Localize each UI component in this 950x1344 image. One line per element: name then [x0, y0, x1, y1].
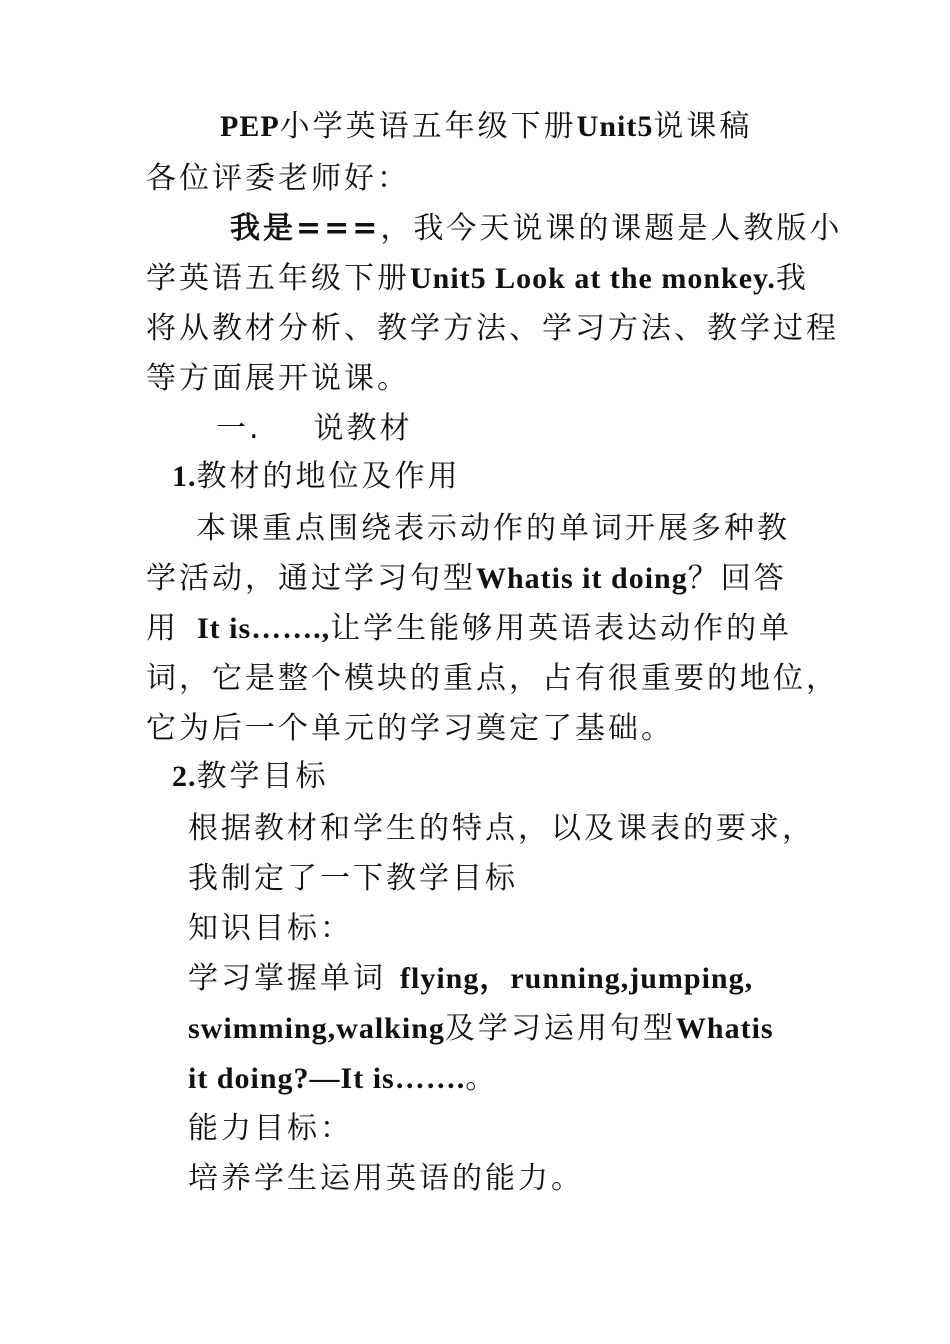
- para2-line-2: 我制定了一下教学目标: [188, 861, 518, 896]
- para1-purpose: 让学生能够用英语表达动作的单: [330, 611, 793, 646]
- para2-line-6: [188, 1060, 498, 1098]
- subheading-number: 1.: [172, 460, 197, 493]
- vocab-intro: 学习掌握单词: [188, 961, 386, 996]
- para1-line-1: 本课重点围绕表示动作的单词开展多种教: [196, 511, 790, 546]
- para1-use: 用: [146, 611, 179, 646]
- para2-line-5: [188, 1010, 774, 1048]
- title-part-unit: Unit5: [576, 110, 654, 143]
- para2-line-4: [188, 960, 753, 998]
- ability-goal-label: 能力目标：: [188, 1111, 353, 1146]
- pattern-what: Whatis: [675, 1012, 774, 1045]
- para2-line-1: 根据教材和学生的特点，以及课表的要求，: [188, 811, 815, 846]
- title-part-suffix: 说课稿: [653, 109, 753, 144]
- subheading-title: 教学目标: [196, 760, 329, 793]
- document-title: [220, 108, 752, 146]
- subheading-1: [172, 458, 461, 496]
- para1-line-4: 词，它是整个模块的重点，占有很重要的地位，: [146, 661, 839, 696]
- para1-question: Whatis it doing: [476, 562, 688, 595]
- intro-line-3: 将从教材分析、教学方法、学习方法、教学过程: [146, 311, 839, 346]
- para1-line-3: [146, 610, 792, 648]
- intro-line-2: [146, 260, 809, 298]
- section-title: 说教材: [313, 411, 413, 446]
- section-number: 一.: [216, 411, 262, 446]
- vocab-words: flying，running,jumping,: [400, 962, 754, 995]
- title-part-pep: PEP: [220, 110, 280, 143]
- ability-goal-text: 培养学生运用英语的能力。: [188, 1161, 584, 1196]
- vocab-words-2: swimming,walking: [188, 1012, 445, 1045]
- intro-line-4: 等方面展开说课。: [146, 361, 410, 396]
- knowledge-goal-label: 知识目标：: [188, 911, 353, 946]
- intro-grade: 学英语五年级下册: [146, 261, 410, 296]
- pattern-end: 。: [465, 1061, 499, 1096]
- subheading-2: [172, 758, 329, 796]
- pattern-full: it doing?—It is…….: [188, 1062, 466, 1095]
- para1-line-5: 它为后一个单元的学习奠定了基础。: [146, 711, 674, 746]
- para1-activity: 学活动，通过学习句型: [146, 561, 476, 596]
- greeting: 各位评委老师好：: [146, 161, 410, 196]
- intro-unit-title: Unit5 Look at the monkey.: [410, 262, 776, 295]
- intro-name: 我是===: [230, 211, 381, 246]
- title-part-grade: 小学英语五年级下册: [279, 109, 577, 144]
- subheading-title: 教材的地位及作用: [196, 460, 461, 493]
- subheading-number: 2.: [172, 760, 197, 793]
- intro-topic: ，我今天说课的课题是人教版小: [380, 211, 843, 246]
- para1-pattern: It is…….,: [197, 612, 331, 645]
- intro-i: 我: [775, 261, 809, 296]
- intro-line-1: [230, 210, 842, 248]
- para1-answer: ？回答: [687, 561, 787, 596]
- section-heading-1: [216, 410, 413, 448]
- pattern-intro: 及学习运用句型: [444, 1011, 676, 1046]
- para1-line-2: [146, 560, 787, 598]
